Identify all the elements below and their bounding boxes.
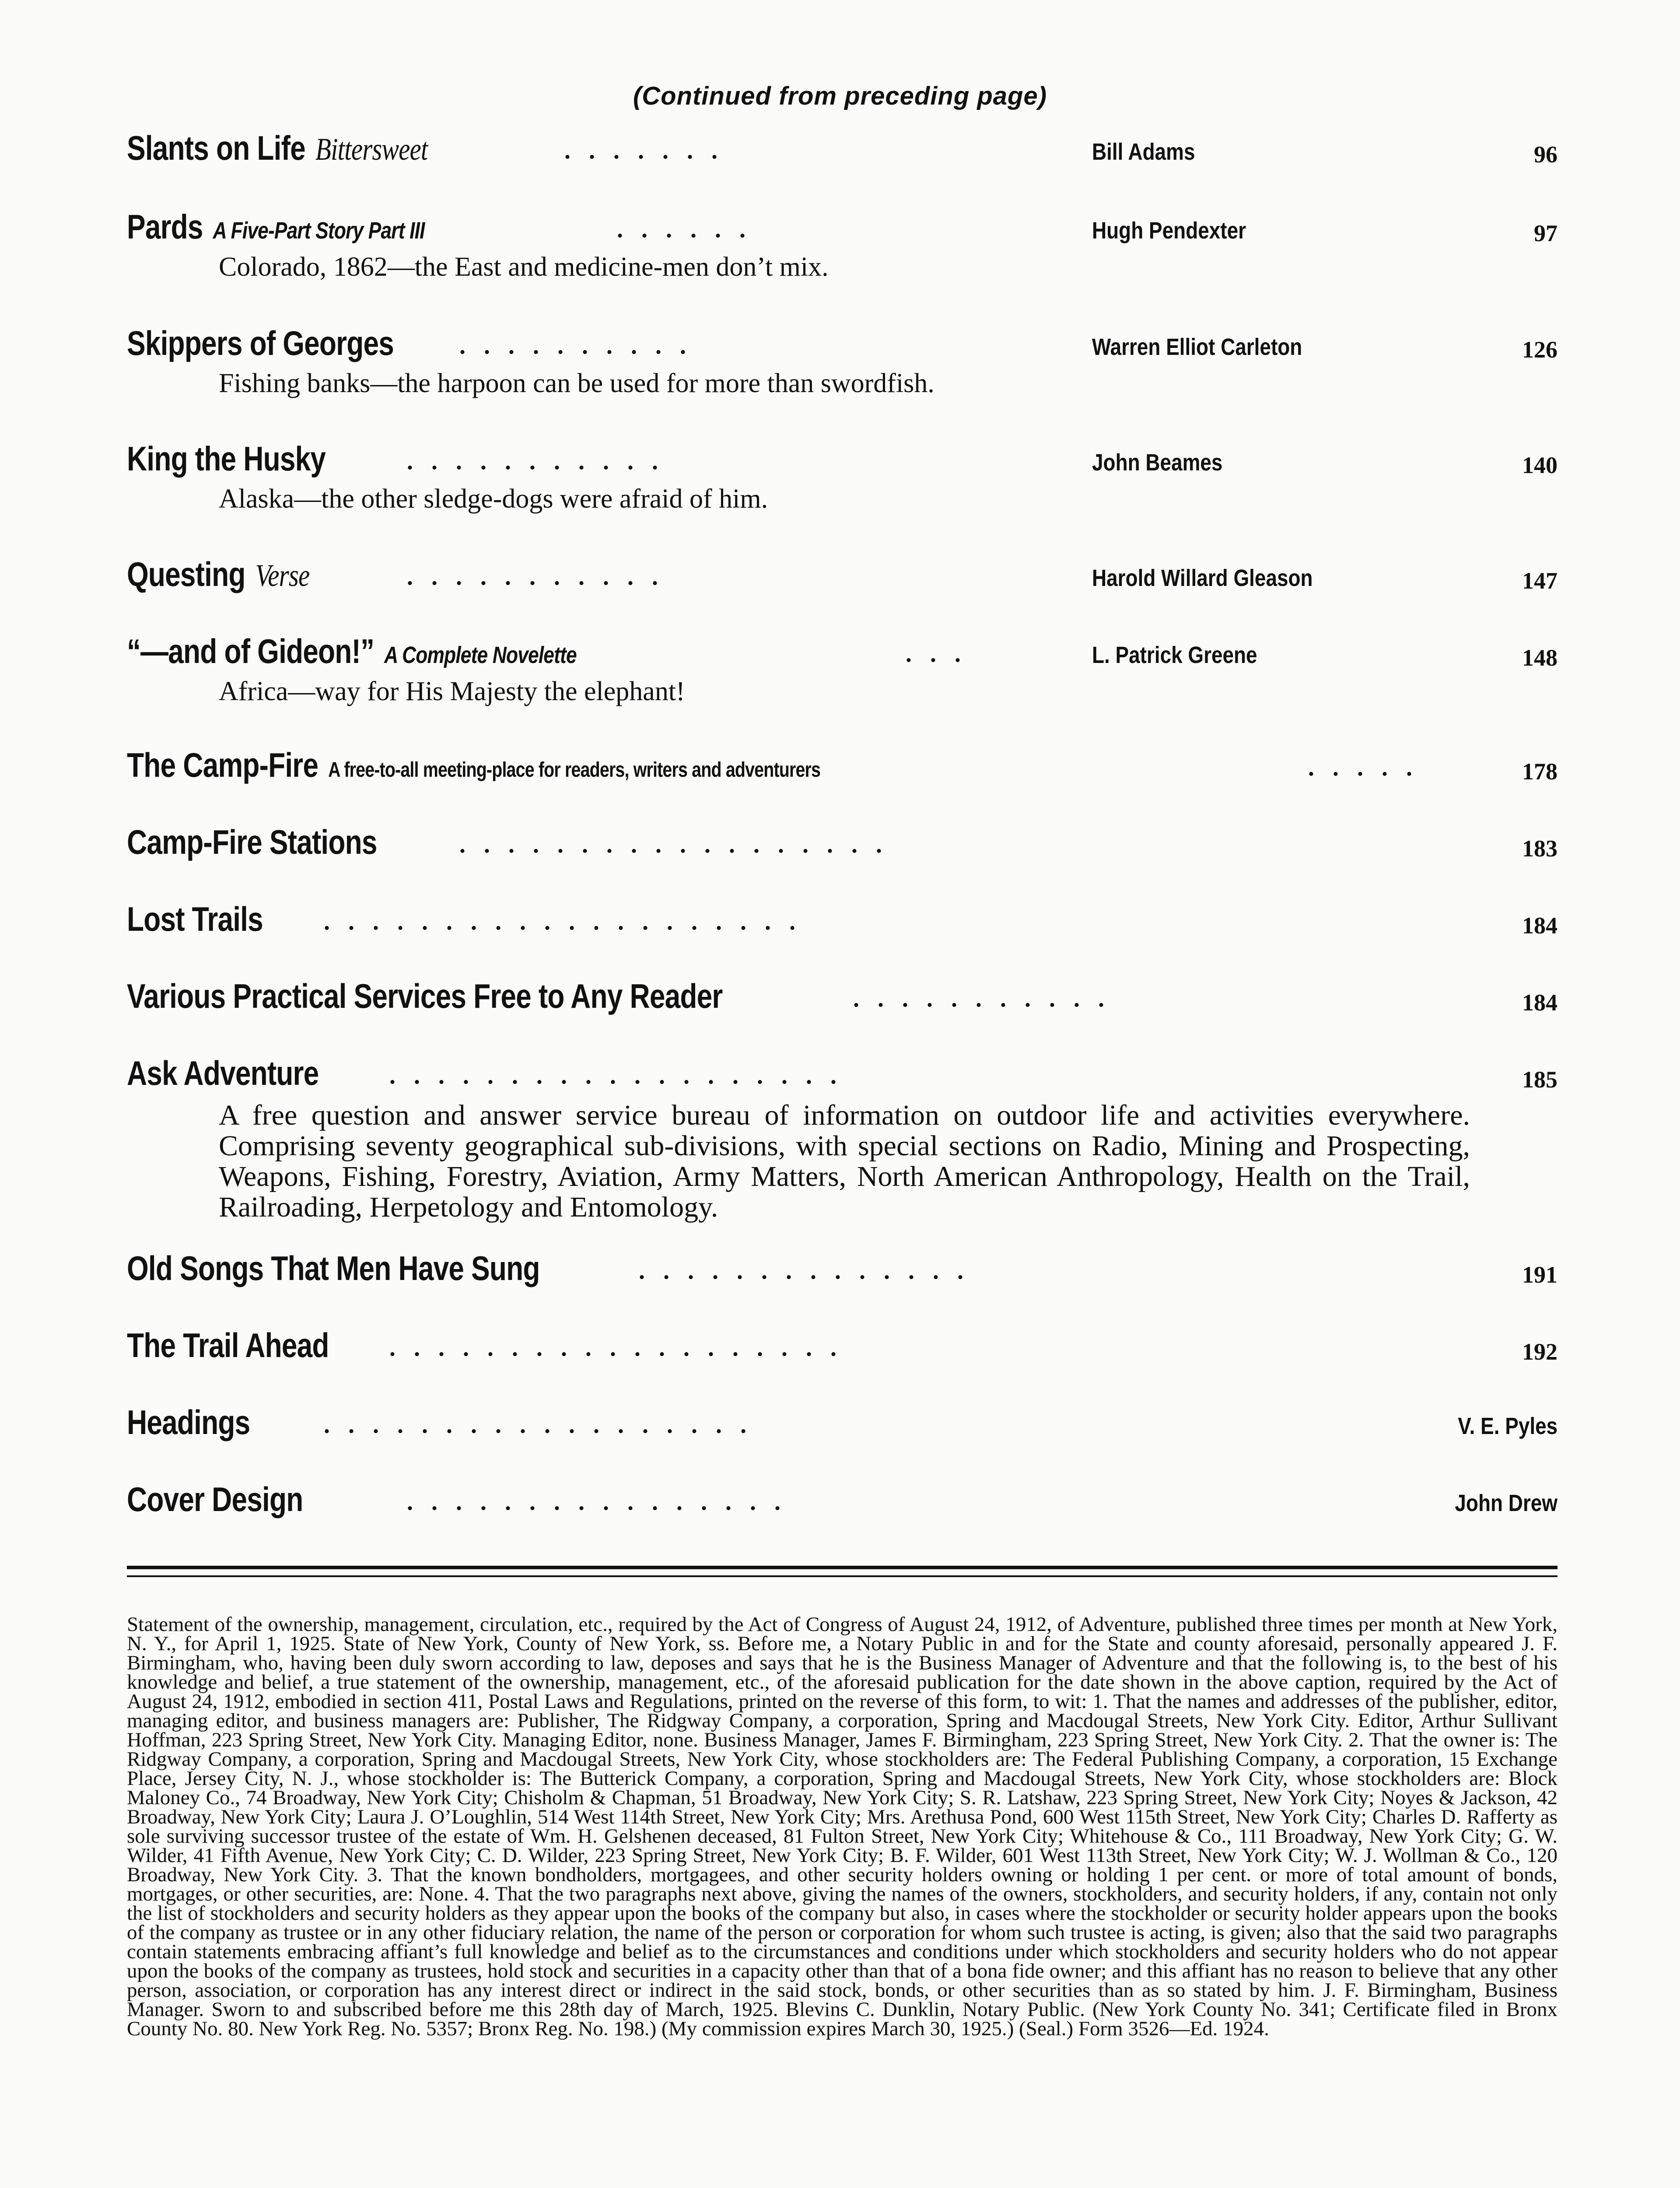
entry-page: 147 xyxy=(1522,568,1558,594)
entry-page: 140 xyxy=(1522,452,1558,478)
toc-entry-king-the-husky xyxy=(127,438,1558,515)
entry-author: V. E. Pyles xyxy=(1458,1413,1558,1439)
leader-dots: .................. xyxy=(459,831,900,858)
toc-row xyxy=(127,1401,1558,1449)
entry-title: King the Husky xyxy=(127,439,326,478)
leader-dots: .................. xyxy=(324,1411,765,1438)
entry-title: Cover Design xyxy=(127,1480,303,1518)
dept-practical-services xyxy=(127,975,1558,1023)
toc-row xyxy=(127,127,1558,175)
leader-dots: ........... xyxy=(853,985,1123,1012)
entry-page: 191 xyxy=(1522,1262,1558,1288)
leader-dots: ................... xyxy=(389,1334,855,1361)
toc-entry-and-of-gideon xyxy=(127,630,1558,707)
dept-trail-ahead xyxy=(127,1324,1558,1372)
entry-description: Fishing banks—the harpoon can be used for more than swordfish. xyxy=(219,368,934,398)
leader-dots: ... xyxy=(906,640,979,667)
toc-entry-pards xyxy=(127,206,1558,283)
entry-description: Alaska—the other sledge-dogs were afraid of him. xyxy=(219,484,768,514)
entry-subtitle: Bittersweet xyxy=(315,132,428,167)
entry-title: Ask Adventure xyxy=(127,1054,319,1092)
entry-subtitle: Verse xyxy=(255,558,310,593)
entry-author: Harold Willard Gleason xyxy=(1092,565,1313,591)
dept-ask-adventure xyxy=(127,1052,1558,1223)
leader-dots: ........... xyxy=(407,563,676,590)
entry-title: “—and of Gideon!” A Complete Novelette xyxy=(127,632,577,670)
entry-title: Camp-Fire Stations xyxy=(127,823,377,861)
toc-row xyxy=(127,553,1558,601)
leader-dots: .................... xyxy=(324,908,814,935)
entry-title: Old Songs That Men Have Sung xyxy=(127,1249,540,1287)
leader-dots: ..... xyxy=(1308,754,1431,781)
entry-page: 97 xyxy=(1534,220,1558,246)
toc-row xyxy=(127,1052,1558,1100)
entry-page: 192 xyxy=(1522,1339,1558,1365)
leader-dots: .......... xyxy=(459,332,704,359)
entry-description: Africa—way for His Majesty the elephant! xyxy=(219,677,685,706)
credit-cover-design xyxy=(127,1478,1558,1526)
entry-description: A free question and answer service bureau of information on outdoor life and activities everywhere. Comprising seventy geographical sub-divisions, with special sections on Radio, Mining and Prospecting, Weapons, Fishing, Forestry, Aviation, Army Matters, North American Anthropology, Health on the Trail, Railroading, Herpetology and Entomology. xyxy=(219,1099,1470,1223)
toc-entry-questing xyxy=(127,553,1558,601)
leader-dots: ....... xyxy=(564,137,736,164)
toc-row xyxy=(127,438,1558,486)
entry-title: The Camp-Fire A free-to-all meeting-place for readers, writers and adventurers xyxy=(127,746,821,784)
entry-page: 185 xyxy=(1522,1066,1558,1093)
dept-camp-fire xyxy=(127,744,1558,792)
toc-entry-skippers-of-georges xyxy=(127,322,1558,399)
entry-title: Various Practical Services Free to Any Reader xyxy=(127,977,723,1015)
entry-title: Slants on Life Bittersweet xyxy=(127,129,428,167)
entry-author: Bill Adams xyxy=(1092,139,1195,165)
entry-title: Questing Verse xyxy=(127,555,310,593)
entry-page: 126 xyxy=(1522,337,1558,363)
entry-author: L. Patrick Greene xyxy=(1092,642,1257,668)
entry-title: Skippers of Georges xyxy=(127,324,394,362)
entry-author: John Drew xyxy=(1455,1490,1558,1516)
toc-row xyxy=(127,975,1558,1023)
entry-title: Pards A Five-Part Story Part III xyxy=(127,207,425,246)
leader-dots: ........... xyxy=(407,448,676,475)
toc-row xyxy=(127,206,1558,254)
credit-headings xyxy=(127,1401,1558,1449)
leader-dots: ................... xyxy=(389,1062,855,1089)
ownership-statement: Statement of the ownership, management, circulation, etc., required by the Act of Congress of August 24, 1912, of Adventure, published three times per month at New York, N. Y., for April 1, 1925. State of New York, County of New York, ss. Before me, a Notary Public in and for the State and county aforesaid, personally appeared J. F. Birmingham, who, having been duly sworn according to law, deposes and says that he is the Business Manager of Adventure and that the following is, to the best of his knowledge and belief, a true statement of the ownership, management, etc., of the aforesaid publication for the date shown in the above caption, required by the Act of August 24, 1912, embodied in section 411, Postal Laws and Regulations, printed on the reverse of this form, to wit: 1. That the names and addresses of the publisher, editor, managing editor, and business managers are: Publisher, The Ridgway Company, a corporation, Spring and Macdougal Streets, New York City. Editor, Arthur Sullivant Hoffman, 223 Spring Street, New York City. Managing Editor, none. Business Manager, James F. Birmingham, 223 Spring Street, New York City. 2. That the owner is: The Ridgway Company, a corporation, Spring and Macdougal Streets, New York City, whose stockholders are: The Federal Publishing Company, a corporation, 15 Exchange Place, Jersey City, N. J., whose stockholder is: The Butterick Company, a corporation, Spring and Macdougal Streets, New York City, whose stockholders are: Block Maloney Co., 74 Broadway, New York City; Chisholm & Chapman, 51 Broadway, New York City; S. R. Latshaw, 223 Spring Street, New York City; Noyes & Jackson, 42 Broadway, New York City; Laura J. O’Loughlin, 514 West 114th Street, New York City; Mrs. Arethusa Pond, 600 West 115th Street, New York City; Charles D. Rafferty as sole surviving successor trustee of the estate of Wm. H. Gelshenen deceased, 81 Fulton Street, New York City; Whitehouse & Co., 111 Broadway, New York City; G. W. Wilder, 41 Fifth Avenue, New York City; C. D. Wilder, 223 Spring Street, New York City; B. F. Wilder, 601 West 113th Street, New York City; W. J. Wollman & Co., 120 Broadway, New York City. 3. That the known bondholders, mortgagees, and other security holders owning or holding 1 per cent. or more of total amount of bonds, mortgages, or other securities, are: None. 4. That the two paragraphs next above, giving the names of the owners, stockholders, and security holders, if any, contain not only the list of stockholders and security holders as they appear upon the books of the company but also, in cases where the stockholder or security holder appears upon the books of the company as trustee or in any other fiduciary relation, the name of the person or corporation for whom such trustee is acting, is given; also that the said two paragraphs contain statements embracing affiant’s full knowledge and belief as to the circumstances and conditions under which stockholders and security holders who do not appear upon the books of the company as trustees, hold stock and securities in a capacity other than that of a bona fide owner; and this affiant has no reason to believe that any other person, association, or corporation has any interest direct or indirect in the said stock, bonds, or other securities than as so stated by him. J. F. Birmingham, Business Manager. Sworn to and subscribed before me this 28th day of March, 1925. Blevins C. Dunklin, Notary Public. (New York County No. 341; Certificate filed in Bronx County No. 80. New York Reg. No. 5357; Bronx Reg. No. 198.) (My commission expires March 30, 1925.) (Seal.) Form 3526—Ed. 1924. xyxy=(127,1613,1558,2040)
entry-page: 184 xyxy=(1522,989,1558,1016)
entry-subtitle: A Five-Part Story Part III xyxy=(213,217,425,244)
leader-dots: .............. xyxy=(639,1257,982,1284)
toc-row xyxy=(127,1478,1558,1526)
entry-page: 178 xyxy=(1522,758,1558,785)
entry-description: Colorado, 1862—the East and medicine-men don’t mix. xyxy=(219,252,829,282)
entry-title: Headings xyxy=(127,1403,250,1441)
toc-row xyxy=(127,744,1558,792)
entry-subtitle: A free-to-all meeting-place for readers, writers and adventurers xyxy=(328,758,821,782)
entry-page: 184 xyxy=(1522,912,1558,939)
entry-page: 183 xyxy=(1522,835,1558,862)
toc-row xyxy=(127,1324,1558,1372)
dept-lost-trails xyxy=(127,898,1558,946)
leader-dots: ...... xyxy=(617,216,764,243)
divider-rule xyxy=(127,1566,1558,1569)
entry-title: The Trail Ahead xyxy=(127,1326,329,1364)
leader-dots: ................ xyxy=(407,1488,799,1515)
toc-entry-slants-on-life xyxy=(127,127,1558,175)
entry-author: John Beames xyxy=(1092,449,1223,476)
toc-row xyxy=(127,322,1558,370)
divider-rule xyxy=(127,1575,1558,1577)
entry-author: Hugh Pendexter xyxy=(1092,217,1246,244)
entry-title: Lost Trails xyxy=(127,900,263,938)
entry-page: 148 xyxy=(1522,645,1558,671)
toc-row xyxy=(127,1247,1558,1295)
entry-subtitle: A Complete Novelette xyxy=(384,642,577,668)
continued-header: (Continued from preceding page) xyxy=(633,82,1047,110)
entry-author: Warren Elliot Carleton xyxy=(1092,334,1302,360)
toc-row xyxy=(127,898,1558,946)
toc-row xyxy=(127,821,1558,869)
dept-old-songs xyxy=(127,1247,1558,1295)
toc-row xyxy=(127,630,1558,678)
dept-camp-fire-stations xyxy=(127,821,1558,869)
entry-page: 96 xyxy=(1534,141,1558,168)
